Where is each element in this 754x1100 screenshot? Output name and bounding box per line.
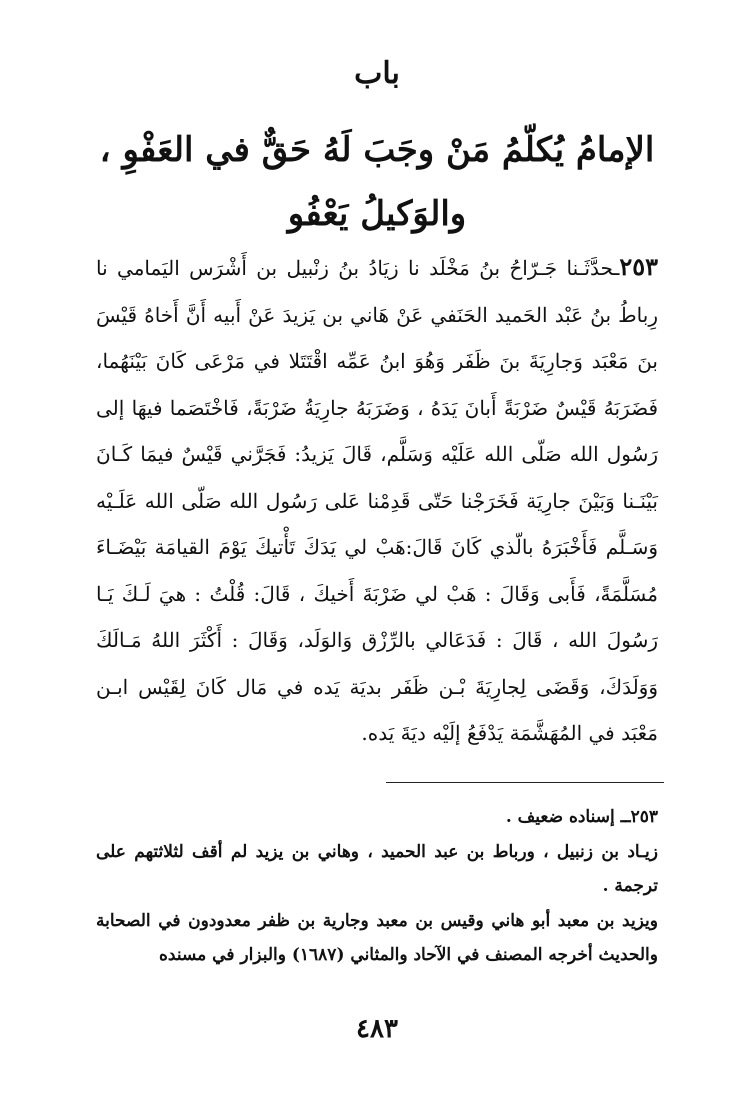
hadith-number: ٢٥٣	[619, 252, 658, 281]
hadith-text: ـحدَّثَـنا جَـرّاحُ بنُ مَخْلَد نا زيَادُ بنُ زنْبيل بن أَشْرَس اليَمامي نا رِباطُ بنُ عَبْد الحَميد الحَنَفي عَنْ هَاني بن يَزيدَ عَنْ أَبيه أَنَّ أَخاهُ قَيْسَ بنَ مَعْبَد وَجارِيَةَ بنَ ظَفَر وَهُوَ ابنُ عَمِّه اقْتَتَلا في مَرْعَى كَانَ بَيْنَهُما، فَضَرَبَهُ قَيْسٌ ضَرْبَةً أَبانَ يَدَهُ ، وَضَرَبَهُ جارِيَةُ ضَرْبَةً، فَاخْتَصَما فيهَا إلى رَسُول الله صَلّى الله عَلَيْه وَسَلَّم، قَالَ يَزيدُ: فَجَرَّني قَيْسٌ فيمَا كَـانَ بَيْنَـنا وَبَيْنَ جارِيَة فَخَرَجْنا حَتّى قَدِمْنا عَلى رَسُول الله صَلّى الله عَلَـيْه وَسَـلَّم فَأَخْبَرَهُ بالّذي كَانَ قَالَ:هَبْ لي يَدَكَ تَأْتيكَ يَوْمَ القيامَة بَيْضَـاءَ مُسَلَّمَةً، فَأَبى وَقَالَ : هَبْ لي ضَرْبَةَ أَخيكَ ، قَالَ: قُلْتُ : هيَ لَـكَ يَـا رَسُولَ الله ، قَالَ : فَدَعَالي بالرِّزْق وَالوَلَد، وَقَالَ : أَكْثَرَ اللهُ مَـالَكَ وَوَلَدَكَ، وَقَضَى لِجارِيَةَ بْـن ظَفَر بديَة يَده في مَال كَانَ لِقَيْس ابـن مَعْبَد في المُهَشَّمَة يَدْفَعُ إلَيْه ديَةَ يَده.	[96, 256, 658, 745]
chapter-title: الإمامُ يُكلّمُ مَنْ وجَبَ لَهُ حَقٌّ في العَفْوِ ، والوَكيلُ يَعْفُو	[99, 130, 655, 234]
hadith-paragraph	[96, 244, 658, 757]
footnote-line: ويزيد بن معبد أبو هاني وقيس بن معبد وجارية بن ظفر معدودون في الصحابة والحديث أخرجه المصنف في الآحاد والمثاني (١٦٨٧) والبزار في مسنده	[96, 910, 658, 965]
footnote-line: ٢٥٣ــ إسناده ضعيف .	[505, 807, 658, 827]
footnote-divider	[386, 782, 664, 783]
footnote-line: زيـاد بن زنبيل ، ورباط بن عبد الحميد ، وهاني بن يزيد لم أقف لثلاثتهم على ترجمة .	[96, 841, 658, 896]
page-number: ٤٨٣	[356, 1014, 398, 1044]
chapter-label: باب	[354, 56, 400, 91]
footnotes	[96, 800, 658, 973]
